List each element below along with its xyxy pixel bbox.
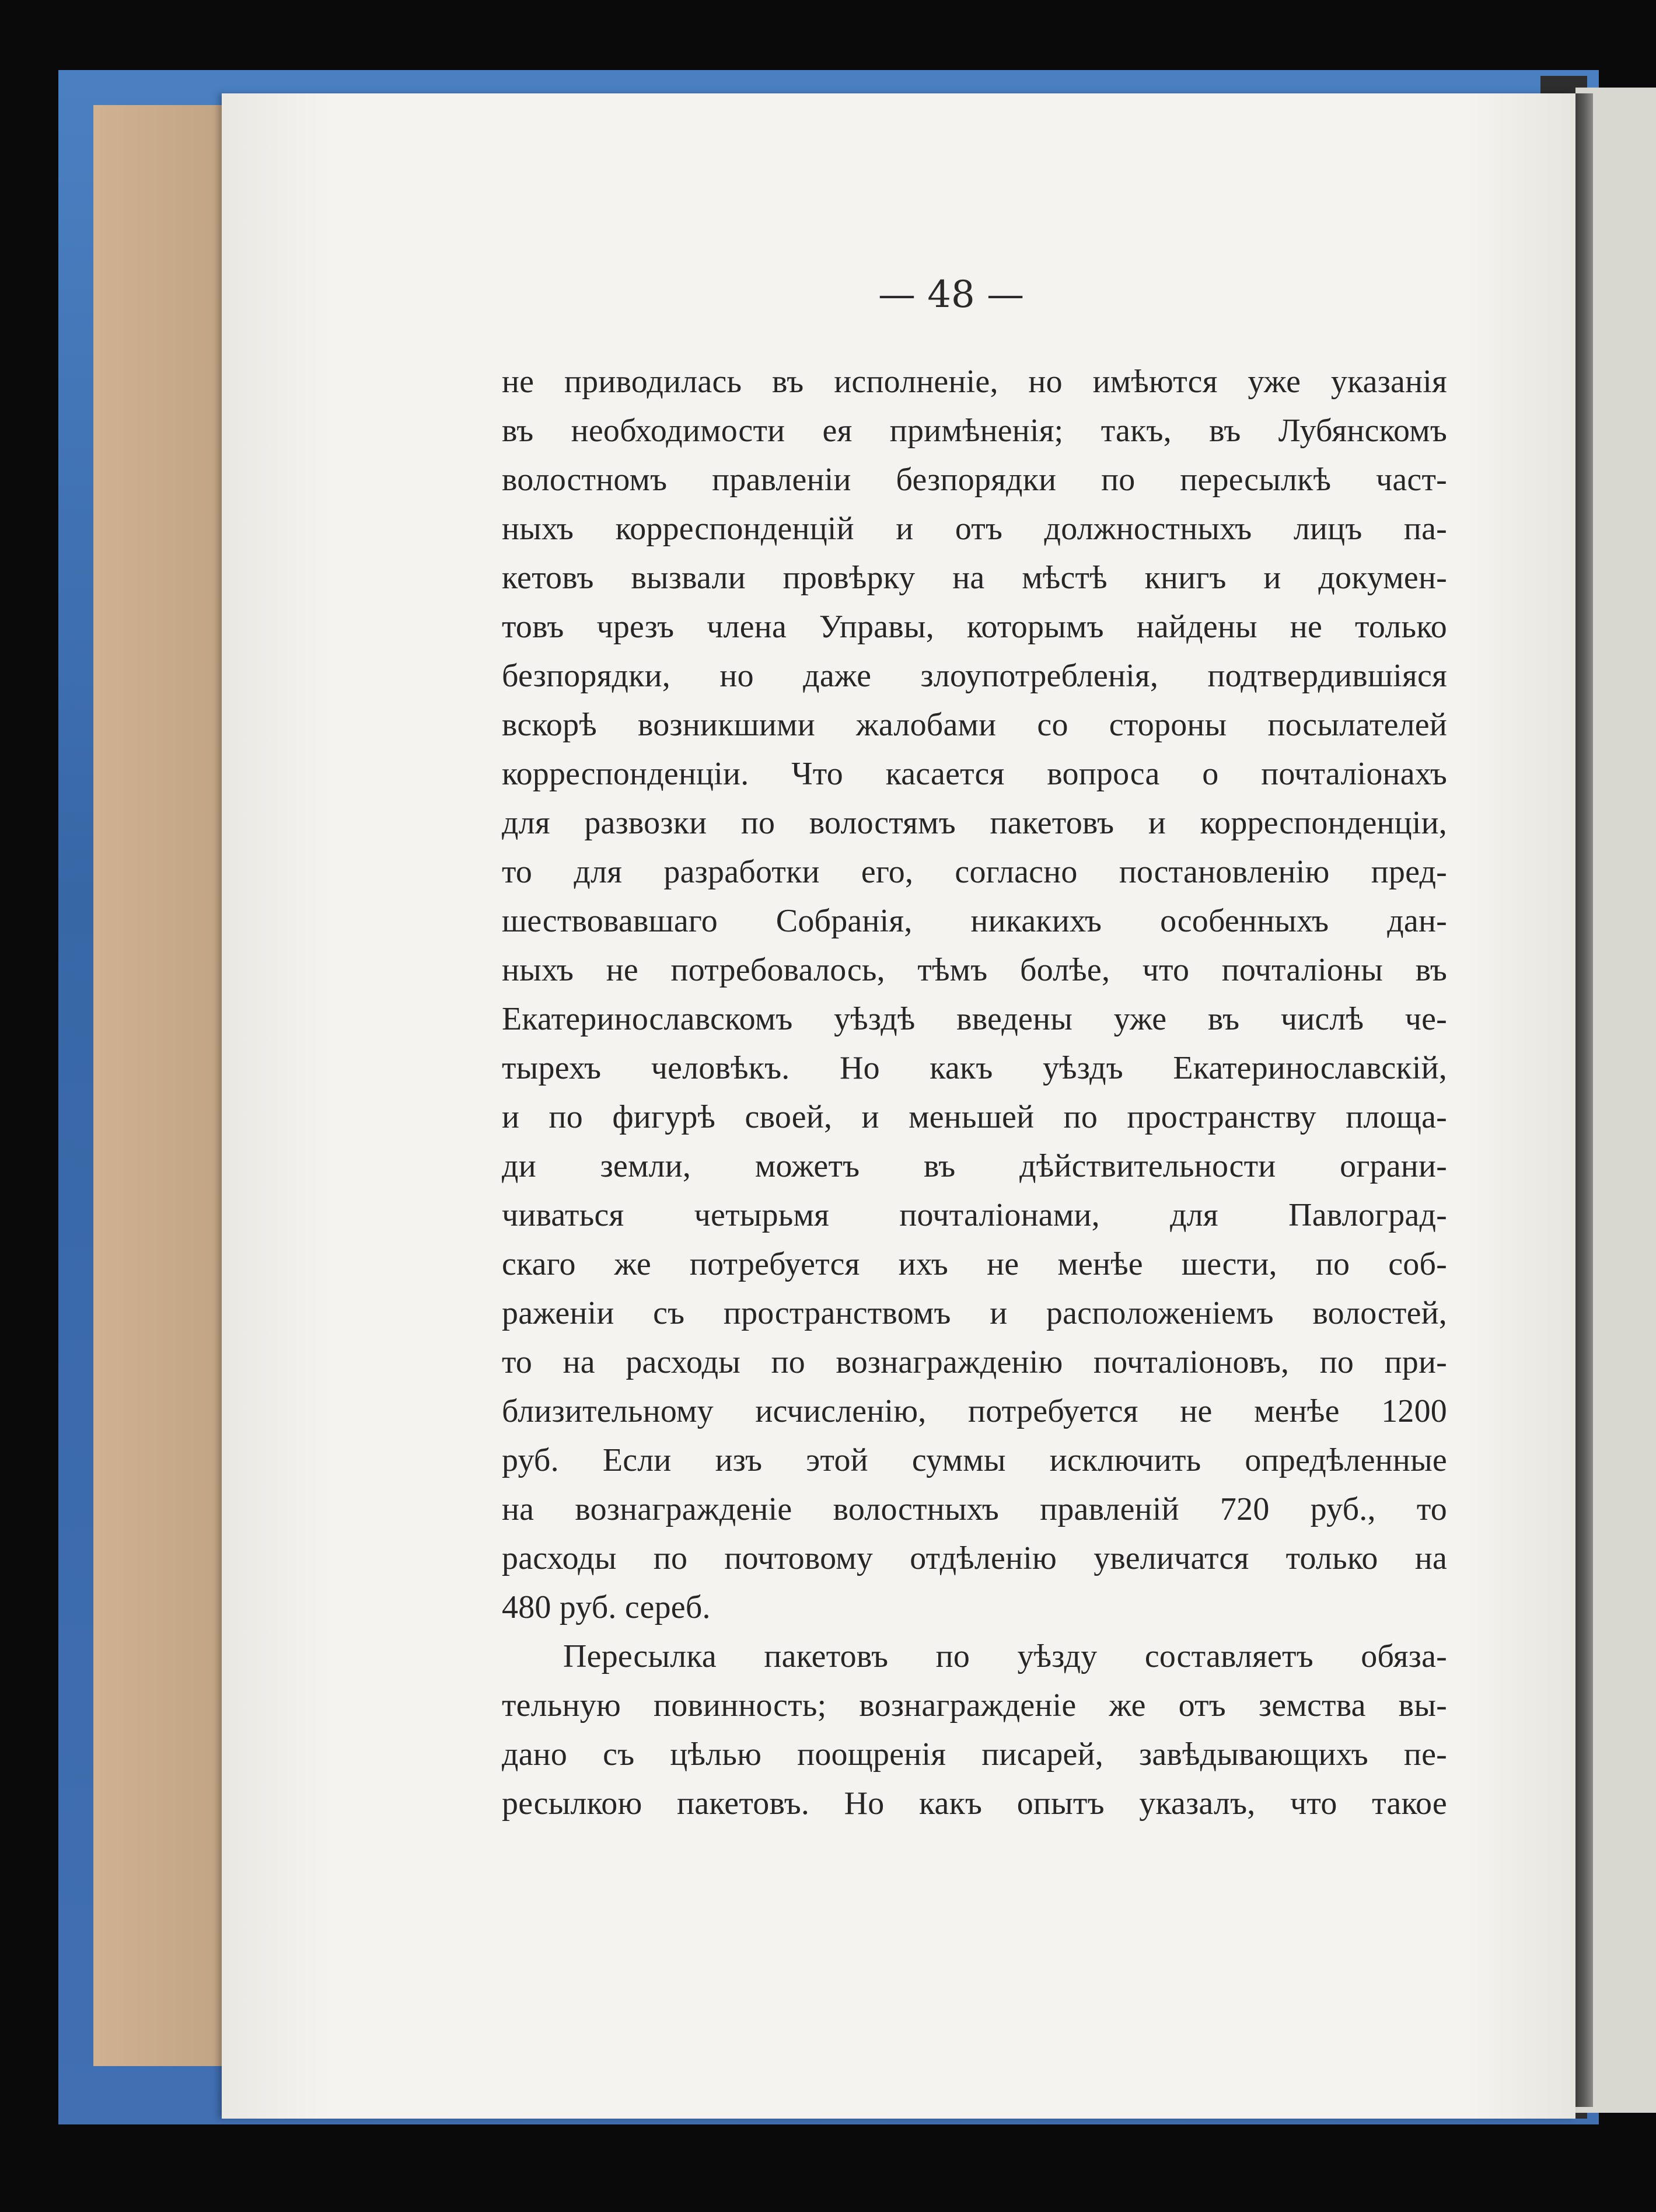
text-line: товъ чрезъ члена Управы, которымъ найдены не только — [502, 609, 1447, 645]
text-line: волостномъ правленіи безпорядки по пересылкѣ част- — [502, 462, 1447, 498]
text-line: и по фигурѣ своей, и меньшей по пространству площа- — [502, 1099, 1447, 1135]
text-line: ресылкою пакетовъ. Но какъ опытъ указалъ, что такое — [502, 1785, 1447, 1822]
page-number: — 48 — — [878, 273, 1025, 316]
text-line: тельную повинность; вознагражденіе же отъ земства вы- — [502, 1687, 1447, 1723]
text-line: ныхъ не потребовалось, тѣмъ болѣе, что почталіоны въ — [502, 952, 1447, 988]
text-line: дано съ цѣлью поощренія писарей, завѣдывающихъ пе- — [502, 1736, 1447, 1773]
text-line: кетовъ вызвали провѣрку на мѣстѣ книгъ и докумен- — [502, 560, 1447, 596]
text-line: ди земли, можетъ въ дѣйствительности ограни- — [502, 1148, 1447, 1184]
text-line: шествовавшаго Собранія, никакихъ особенныхъ дан- — [502, 903, 1447, 939]
text-line: не приводилась въ исполненіе, но имѣются уже указанія — [502, 364, 1447, 400]
text-line: то для разработки его, согласно постановленію пред- — [502, 854, 1447, 890]
text-line: въ необходимости ея примѣненія; такъ, въ Лубянскомъ — [502, 413, 1447, 449]
text-line: 480 руб. сереб. — [502, 1589, 711, 1625]
text-line: руб. Если изъ этой суммы исключить опредѣленные — [502, 1442, 1447, 1478]
body-text — [502, 357, 1447, 1828]
text-line: расходы по почтовому отдѣленію увеличатся только на — [502, 1540, 1447, 1576]
text-line: раженіи съ пространствомъ и расположеніемъ волостей, — [502, 1295, 1447, 1331]
text-line: безпорядки, но даже злоупотребленія, подтвердившіяся — [502, 658, 1447, 694]
text-line: скаго же потребуется ихъ не менѣе шести, по соб- — [502, 1246, 1447, 1282]
text-line: чиваться четырьмя почталіонами, для Павлоград- — [502, 1197, 1447, 1233]
text-line: для развозки по волостямъ пакетовъ и корреспонденціи, — [502, 805, 1447, 841]
text-line: тырехъ человѣкъ. Но какъ уѣздъ Екатеринославскій, — [502, 1050, 1447, 1086]
text-line: на вознагражденіе волостныхъ правленій 720 руб., то — [502, 1491, 1447, 1527]
text-line: ныхъ корреспонденцій и отъ должностныхъ лицъ па- — [502, 511, 1447, 547]
text-line: то на расходы по вознагражденію почталіоновъ, по при- — [502, 1344, 1447, 1380]
text-line: корреспонденціи. Что касается вопроса о почталіонахъ — [502, 756, 1447, 792]
text-line: Пересылка пакетовъ по уѣзду составляетъ обяза- — [563, 1638, 1447, 1674]
text-line: вскорѣ возникшими жалобами со стороны посылателей — [502, 707, 1447, 743]
text-line: Екатеринославскомъ уѣздѣ введены уже въ числѣ че- — [502, 1001, 1447, 1037]
text-line: близительному исчисленію, потребуется не менѣе 1200 — [502, 1393, 1447, 1429]
